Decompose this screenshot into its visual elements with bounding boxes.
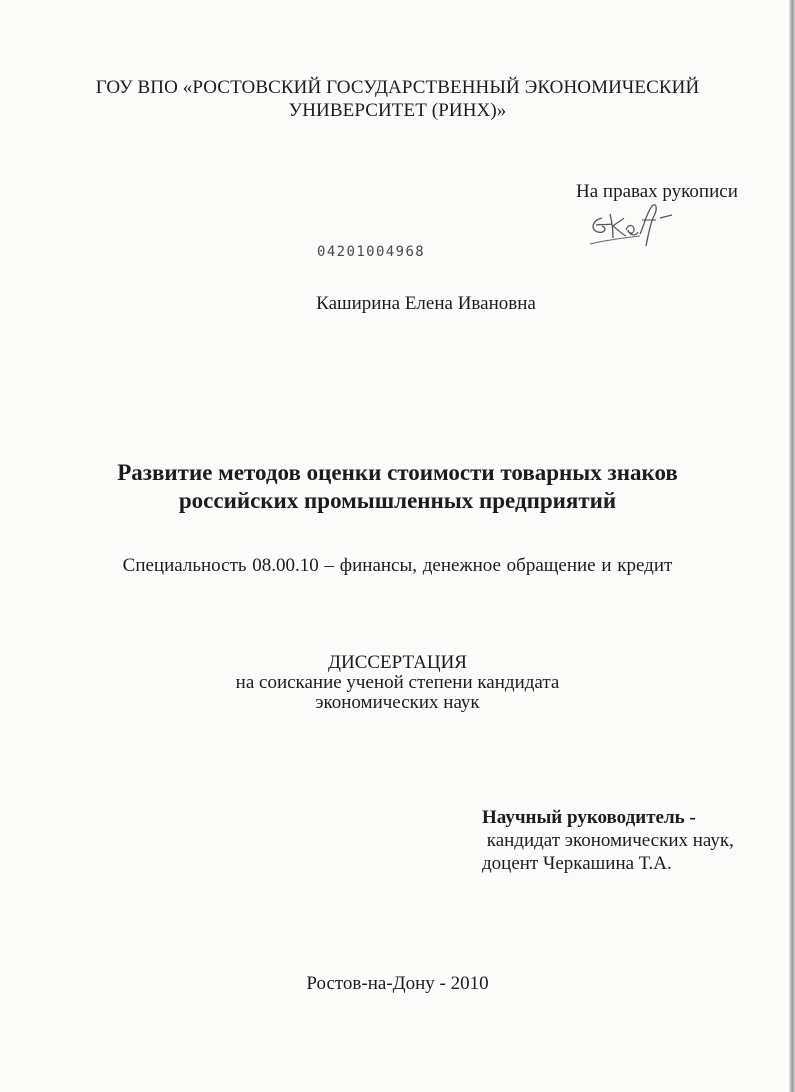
library-number-stamp: 04201004968 bbox=[317, 244, 426, 260]
dissertation-heading: ДИССЕРТАЦИЯ bbox=[328, 652, 467, 673]
dissertation-block bbox=[0, 653, 795, 713]
manuscript-note: На правах рукописи bbox=[576, 181, 738, 202]
supervisor-heading: Научный руководитель - bbox=[482, 807, 696, 828]
dissertation-line: на соискание ученой степени кандидата bbox=[235, 672, 560, 693]
institution-line: УНИВЕРСИТЕТ (РИНХ)» bbox=[288, 100, 507, 121]
specialty-line: Специальность 08.00.10 – финансы, денежное обращение и кредит bbox=[122, 555, 673, 576]
institution-line: ГОУ ВПО «РОСТОВСКИЙ ГОСУДАРСТВЕННЫЙ ЭКОНОМИЧЕСКИЙ bbox=[95, 77, 700, 98]
handwritten-signature bbox=[582, 196, 682, 256]
author-name: Каширина Елена Ивановна bbox=[316, 293, 536, 314]
title-line: Развитие методов оценки стоимости товарных знаков bbox=[117, 460, 678, 485]
title-line: российских промышленных предприятий bbox=[178, 488, 617, 513]
city-year: Ростов-на-Дону - 2010 bbox=[306, 973, 489, 994]
institution-name bbox=[0, 76, 795, 122]
supervisor-block bbox=[482, 806, 734, 875]
scan-edge-shadow bbox=[789, 0, 795, 1092]
dissertation-title bbox=[0, 459, 795, 515]
supervisor-line: доцент Черкашина Т.А. bbox=[482, 853, 672, 874]
dissertation-line: экономических наук bbox=[315, 692, 480, 713]
supervisor-line: кандидат экономических наук, bbox=[482, 830, 734, 851]
